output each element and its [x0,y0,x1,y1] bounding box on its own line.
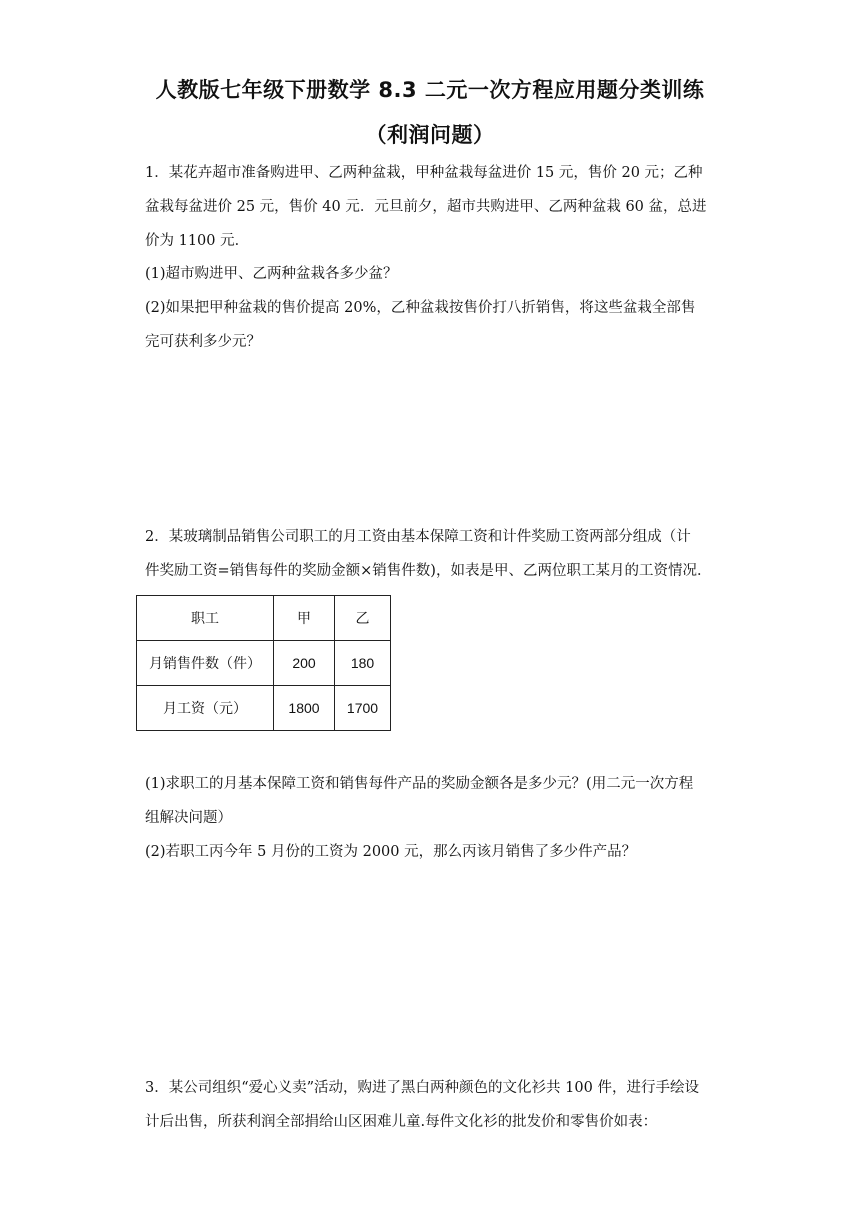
table-cell: 月工资（元） [137,686,274,731]
table-header-cell: 甲 [274,596,335,641]
q2-subquestion-2: (2)若职工丙今年 5 月份的工资为 2000 元，那么丙该月销售了多少件产品？ [145,844,637,860]
document-subtitle: （利润问题） [365,123,495,147]
q2-line: 组解决问题） [145,810,232,826]
q1-line: 盆栽每盆进价 25 元，售价 40 元．元旦前夕，超市共购进甲、乙两种盆栽 60 盆，总进 [145,199,707,215]
q2-line: 2．某玻璃制品销售公司职工的月工资由基本保障工资和计件奖励工资两部分组成（计 [145,529,691,545]
table-row [137,686,391,731]
q2-line: 件奖励工资=销售每件的奖励金额×销售件数)，如表是甲、乙两位职工某月的工资情况． [145,563,712,579]
q1-subquestion-1: (1)超市购进甲、乙两种盆栽各多少盆？ [145,266,398,282]
table-header-cell: 职工 [137,596,274,641]
q3-line: 计后出售，所获利润全部捐给山区困难儿童.每件文化衫的批发价和零售价如表： [145,1114,658,1130]
table-cell: 1700 [335,686,391,731]
table-cell: 月销售件数（件） [137,641,274,686]
q1-subquestion-2: (2)如果把甲种盆栽的售价提高 20%，乙种盆栽按售价打八折销售，将这些盆栽全部售 [145,300,696,316]
table-header-cell: 乙 [335,596,391,641]
table-cell: 1800 [274,686,335,731]
table-row [137,596,391,641]
wage-table [136,595,391,731]
q1-line: 价为 1100 元． [145,233,250,249]
table-cell: 180 [335,641,391,686]
q1-line: 完可获利多少元？ [145,334,261,350]
document-title: 人教版七年级下册数学 8.3 二元一次方程应用题分类训练 [155,78,705,102]
q1-line: 1．某花卉超市准备购进甲、乙两种盆栽，甲种盆栽每盆进价 15 元，售价 20 元；乙种 [145,165,703,181]
table-cell: 200 [274,641,335,686]
q3-line: 3．某公司组织“爱心义卖”活动，购进了黑白两种颜色的文化衫共 100 件，进行手绘设 [145,1080,699,1096]
table-row [137,641,391,686]
q2-subquestion-1: (1)求职工的月基本保障工资和销售每件产品的奖励金额各是多少元？(用二元一次方程 [145,776,694,792]
